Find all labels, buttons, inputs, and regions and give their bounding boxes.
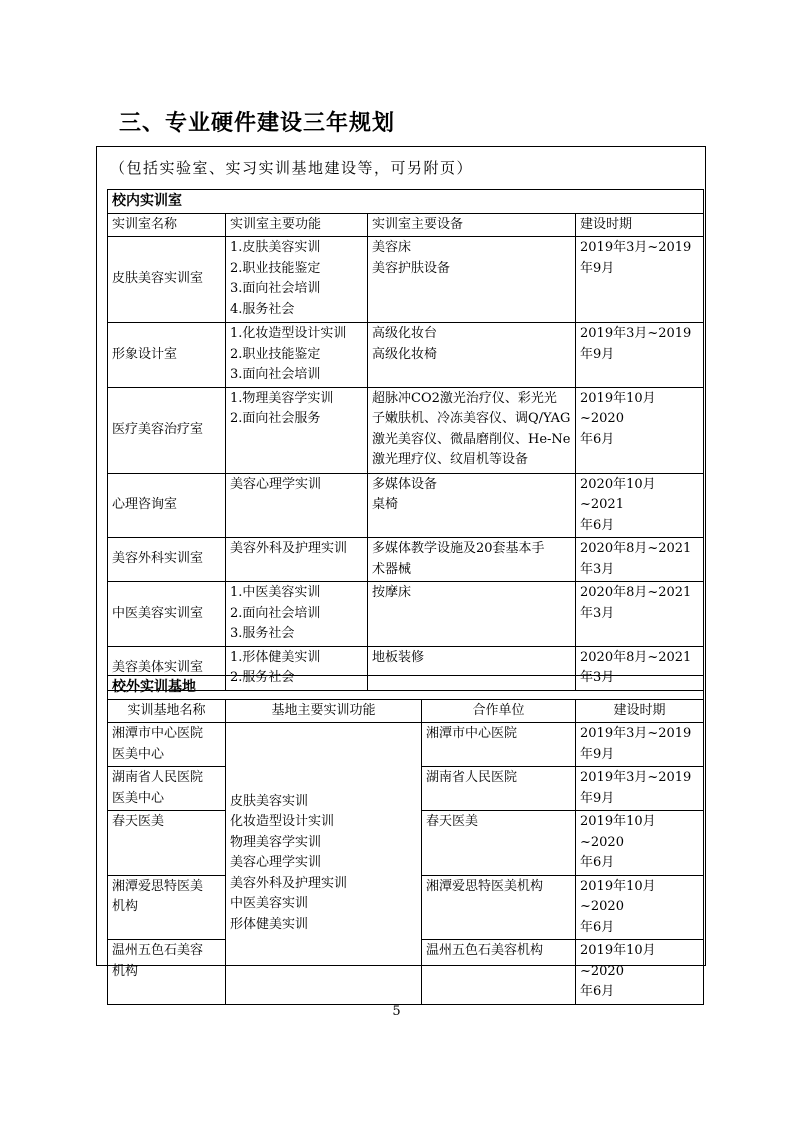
column-header: 实训室主要功能 [226, 213, 368, 237]
base-name: 湘潭市中心医院 医美中心 [108, 723, 226, 767]
room-period: 2019年3月~2019 年9月 [576, 237, 704, 323]
partner-name: 湘潭市中心医院 [422, 723, 576, 767]
column-header: 实训基地名称 [108, 699, 226, 723]
room-functions: 1.皮肤美容实训 2.职业技能鉴定 3.面向社会培训 4.服务社会 [226, 237, 368, 323]
column-header: 建设时期 [576, 699, 704, 723]
room-name: 皮肤美容实训室 [108, 237, 226, 323]
column-header: 基地主要实训功能 [226, 699, 422, 723]
column-header: 建设时期 [576, 213, 704, 237]
room-functions: 1.化妆造型设计实训 2.职业技能鉴定 3.面向社会培训 [226, 323, 368, 388]
column-header: 实训室主要设备 [368, 213, 576, 237]
room-period: 2020年8月~2021 年3月 [576, 582, 704, 647]
external-base-table [107, 675, 704, 1005]
base-name: 湖南省人民医院 医美中心 [108, 767, 226, 811]
internal-section-title: 校内实训室 [108, 190, 704, 214]
partner-name: 春天医美 [422, 811, 576, 876]
room-functions: 美容外科及护理实训 [226, 538, 368, 582]
page-heading: 三、专业硬件建设三年规划 [119, 111, 396, 136]
base-period: 2019年3月~2019 年9月 [576, 723, 704, 767]
partner-name: 湖南省人民医院 [422, 767, 576, 811]
table-row [108, 582, 704, 647]
room-name: 美容外科实训室 [108, 538, 226, 582]
base-name: 温州五色石美容 机构 [108, 940, 226, 1005]
room-functions: 1.中医美容实训 2.面向社会培训 3.服务社会 [226, 582, 368, 647]
base-period: 2019年10月~2020 年6月 [576, 811, 704, 876]
room-functions: 美容心理学实训 [226, 473, 368, 538]
base-period: 2019年10月~2020 年6月 [576, 940, 704, 1005]
note-text: （包括实验室、实习实训基地建设等，可另附页） [110, 159, 474, 177]
table-row [108, 323, 704, 388]
table-row [108, 723, 704, 767]
room-equipment: 超脉冲CO2激光治疗仪、彩光光 子嫩肤机、冷冻美容仪、调Q/YAG 激光美容仪、微晶磨削仪、He-Ne 激光理疗仪、纹眉机等设备 [368, 387, 576, 473]
base-functions: 皮肤美容实训 化妆造型设计实训 物理美容学实训 美容心理学实训 美容外科及护理实训 中医美容实训 形体健美实训 [226, 723, 422, 1005]
base-period: 2019年3月~2019 年9月 [576, 767, 704, 811]
room-name: 美容美体实训室 [108, 646, 226, 690]
room-period: 2019年3月~2019 年9月 [576, 323, 704, 388]
base-name: 湘潭爱思特医美 机构 [108, 875, 226, 940]
room-period: 2019年10月~2020 年6月 [576, 387, 704, 473]
partner-name: 温州五色石美容机构 [422, 940, 576, 1005]
column-header: 实训室名称 [108, 213, 226, 237]
table-row [108, 387, 704, 473]
room-equipment: 按摩床 [368, 582, 576, 647]
external-section-title: 校外实训基地 [108, 676, 704, 700]
table-row [108, 538, 704, 582]
partner-name: 湘潭爱思特医美机构 [422, 875, 576, 940]
room-period: 2020年10月~2021 年6月 [576, 473, 704, 538]
room-name: 医疗美容治疗室 [108, 387, 226, 473]
page-number: 5 [392, 1004, 401, 1019]
base-name: 春天医美 [108, 811, 226, 876]
table-row [108, 473, 704, 538]
room-name: 形象设计室 [108, 323, 226, 388]
external-header-row [108, 699, 704, 723]
column-header: 合作单位 [422, 699, 576, 723]
room-equipment: 美容床 美容护肤设备 [368, 237, 576, 323]
room-functions: 1.物理美容学实训 2.面向社会服务 [226, 387, 368, 473]
room-period: 2020年8月~2021 年3月 [576, 538, 704, 582]
base-period: 2019年10月~2020 年6月 [576, 875, 704, 940]
room-equipment: 高级化妆台 高级化妆椅 [368, 323, 576, 388]
room-equipment: 地板装修 [368, 646, 576, 690]
planning-frame [96, 146, 706, 999]
room-period: 2020年8月~2021 年3月 [576, 646, 704, 690]
room-name: 心理咨询室 [108, 473, 226, 538]
table-row [108, 237, 704, 323]
room-equipment: 多媒体教学设施及20套基本手 术器械 [368, 538, 576, 582]
room-name: 中医美容实训室 [108, 582, 226, 647]
internal-training-table [107, 189, 704, 691]
internal-header-row [108, 213, 704, 237]
room-functions: 1.形体健美实训 2.服务社会 [226, 646, 368, 690]
room-equipment: 多媒体设备 桌椅 [368, 473, 576, 538]
